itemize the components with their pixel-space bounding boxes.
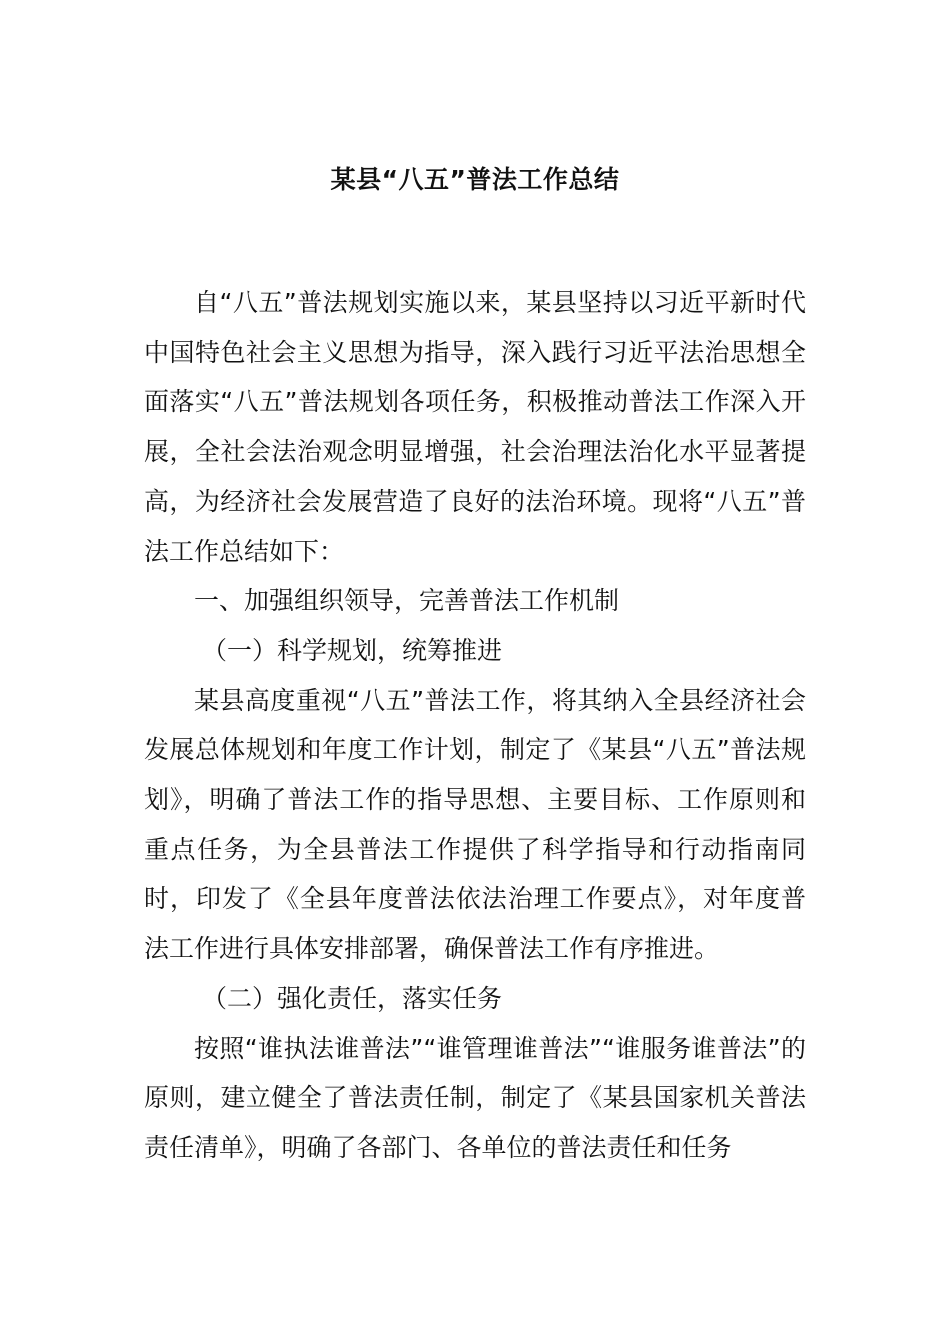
- document-body: [144, 278, 806, 1173]
- subsection-heading-2: （二）强化责任，落实任务: [202, 983, 503, 1013]
- subsection-paragraph-1: 某县高度重视“八五”普法工作，将其纳入全县经济社会发展总体规划和年度工作计划，制定了《某县“八五”普法规划》，明确了普法工作的指导思想、主要目标、工作原则和重点任务，为全县普法工作提供了科学指导和行动指南同时，印发了《全县年度普法依法治理工作要点》，对年度普法工作进行具体安排部署，确保普法工作有序推进。: [144, 685, 806, 964]
- subsection-paragraph-2: 按照“谁执法谁普法”“谁管理谁普法”“谁服务谁普法”的原则，建立健全了普法责任制，制定了《某县国家机关普法责任清单》，明确了各部门、各单位的普法责任和任务: [144, 1033, 806, 1162]
- document-title: 某县“八五”普法工作总结: [330, 165, 620, 194]
- subsection-heading-1: （一）科学规划，统筹推进: [202, 635, 503, 665]
- section-heading-1: 一、加强组织领导，完善普法工作机制: [194, 586, 620, 616]
- intro-paragraph: 自“八五”普法规划实施以来，某县坚持以习近平新时代中国特色社会主义思想为指导，深入践行习近平法治思想全面落实“八五”普法规划各项任务，积极推动普法工作深入开展，全社会法治观念明显增强，社会治理法治化水平显著提高，为经济社会发展营造了良好的法治环境。现将“八五”普法工作总结如下：: [144, 288, 806, 566]
